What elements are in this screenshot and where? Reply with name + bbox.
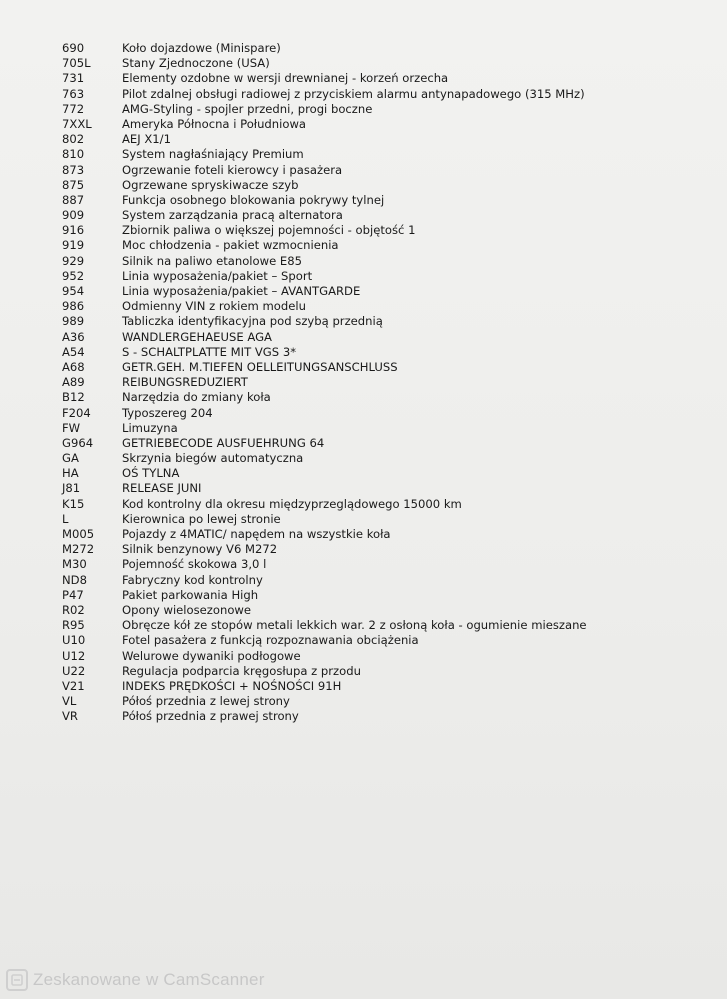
- option-code: M272: [62, 542, 95, 557]
- list-item: [62, 178, 622, 193]
- option-code: B12: [62, 390, 85, 405]
- list-item: [62, 41, 622, 56]
- option-description: AEJ X1/1: [122, 132, 171, 147]
- option-code: 887: [62, 192, 85, 207]
- option-code: L: [62, 511, 69, 526]
- option-code: A68: [62, 359, 85, 374]
- option-code: 731: [62, 71, 85, 86]
- option-code: VR: [62, 709, 78, 724]
- list-item: [62, 649, 622, 664]
- list-item: [62, 147, 622, 162]
- list-item: [62, 330, 622, 345]
- option-code: V21: [62, 678, 85, 693]
- list-item: [62, 451, 622, 466]
- list-item: [62, 557, 622, 572]
- option-code: 919: [62, 238, 85, 253]
- option-description: Pojazdy z 4MATIC/ napędem na wszystkie koła: [122, 527, 391, 541]
- option-code: 705L: [62, 56, 91, 71]
- list-item: [62, 193, 622, 208]
- option-code: G964: [62, 435, 94, 450]
- list-item: [62, 56, 622, 71]
- option-code: 989: [62, 314, 85, 329]
- list-item: [62, 497, 622, 512]
- list-item: [62, 284, 622, 299]
- list-item: [62, 163, 622, 178]
- list-item: [62, 87, 622, 102]
- list-item: [62, 421, 622, 436]
- list-item: [62, 466, 622, 481]
- option-description: Stany Zjednoczone (USA): [122, 56, 270, 71]
- option-description: Obręcze kół ze stopów metali lekkich war. 2 z osłoną koła - ogumienie mieszane: [122, 618, 587, 633]
- option-description: Ameryka Północna i Południowa: [122, 116, 307, 131]
- option-description: AMG-Styling - spojler przedni, progi boczne: [122, 101, 373, 116]
- option-code: A54: [62, 344, 85, 359]
- option-code: 802: [62, 132, 85, 147]
- option-description: Silnik benzynowy V6 M272: [122, 542, 278, 557]
- option-code: M005: [62, 527, 95, 541]
- option-code: A89: [62, 375, 85, 390]
- list-item: [62, 238, 622, 253]
- list-item: [62, 208, 622, 223]
- list-item: [62, 360, 622, 375]
- list-item: [62, 390, 622, 405]
- option-code: 873: [62, 162, 85, 177]
- option-description: Funkcja osobnego blokowania pokrywy tylnej: [122, 192, 385, 207]
- option-code: 7XXL: [62, 116, 92, 131]
- option-description: S - SCHALTPLATTE MIT VGS 3*: [122, 344, 297, 359]
- option-description: Pilot zdalnej obsługi radiowej z przyciskiem alarmu antynapadowego (315 MHz): [122, 86, 585, 101]
- option-description: Fotel pasażera z funkcją rozpoznawania obciążenia: [122, 633, 419, 648]
- option-description: Moc chłodzenia - pakiet wzmocnienia: [122, 238, 339, 253]
- option-description: Narzędzia do zmiany koła: [122, 390, 271, 405]
- option-description: Typoszereg 204: [122, 405, 213, 420]
- option-description: INDEKS PRĘDKOŚCI + NOŚNOŚCI 91H: [122, 678, 342, 693]
- camscanner-logo-icon: [6, 969, 28, 991]
- option-description: Linia wyposażenia/pakiet – Sport: [122, 268, 313, 283]
- option-description: Odmienny VIN z rokiem modelu: [122, 299, 306, 314]
- option-code: 772: [62, 101, 85, 116]
- option-description: Półoś przednia z lewej strony: [122, 694, 290, 709]
- option-code: 810: [62, 147, 85, 162]
- option-code: ND8: [62, 572, 87, 587]
- option-description: Pakiet parkowania High: [122, 587, 259, 602]
- list-item: [62, 709, 622, 724]
- option-description: Fabryczny kod kontrolny: [122, 572, 263, 587]
- option-description: Limuzyna: [122, 420, 178, 435]
- option-description: Regulacja podparcia kręgosłupa z przodu: [122, 663, 361, 678]
- list-item: [62, 117, 622, 132]
- option-description: Opony wielosezonowe: [122, 602, 252, 617]
- option-code: FW: [62, 420, 81, 435]
- option-code: 763: [62, 86, 85, 101]
- list-item: [62, 481, 622, 496]
- option-code: R02: [62, 602, 85, 617]
- list-item: [62, 694, 622, 709]
- option-code: 690: [62, 41, 85, 55]
- option-code: 875: [62, 177, 85, 192]
- option-code: 986: [62, 299, 85, 314]
- option-description: WANDLERGEHAEUSE AGA: [122, 329, 272, 344]
- option-description: Linia wyposażenia/pakiet – AVANTGARDE: [122, 284, 361, 298]
- list-item: [62, 573, 622, 588]
- option-code: J81: [62, 481, 81, 496]
- list-item: [62, 406, 622, 421]
- option-code: VL: [62, 694, 77, 709]
- list-item: [62, 132, 622, 147]
- list-item: [62, 375, 622, 390]
- list-item: [62, 527, 622, 542]
- option-description: OŚ TYLNA: [122, 466, 180, 481]
- option-code: F204: [62, 405, 91, 420]
- option-code: K15: [62, 496, 85, 511]
- option-description: Ogrzewane spryskiwacze szyb: [122, 177, 299, 192]
- option-code: U10: [62, 633, 86, 648]
- list-item: [62, 269, 622, 284]
- option-code: A36: [62, 329, 85, 344]
- option-description: GETRIEBECODE AUSFUEHRUNG 64: [122, 435, 325, 450]
- list-item: [62, 588, 622, 603]
- option-description: Koło dojazdowe (Minispare): [122, 41, 281, 55]
- list-item: [62, 603, 622, 618]
- option-description: Półoś przednia z prawej strony: [122, 709, 299, 724]
- option-description: REIBUNGSREDUZIERT: [122, 375, 248, 390]
- list-item: [62, 679, 622, 694]
- option-description: System nagłaśniający Premium: [122, 147, 304, 162]
- option-code: M30: [62, 557, 87, 572]
- option-description: GETR.GEH. M.TIEFEN OELLEITUNGSANSCHLUSS: [122, 359, 398, 374]
- option-description: System zarządzania pracą alternatora: [122, 208, 343, 223]
- option-description: Zbiornik paliwa o większej pojemności - objętość 1: [122, 223, 416, 238]
- option-description: RELEASE JUNI: [122, 481, 202, 496]
- option-code: P47: [62, 587, 84, 602]
- list-item: [62, 254, 622, 269]
- option-code: 929: [62, 253, 85, 268]
- option-code: 954: [62, 284, 85, 298]
- camscanner-watermark: [6, 968, 265, 992]
- option-code: GA: [62, 451, 79, 466]
- option-code: 916: [62, 223, 85, 238]
- option-code-list: [62, 41, 622, 724]
- option-description: Kierownica po lewej stronie: [122, 511, 281, 526]
- list-item: [62, 71, 622, 86]
- option-description: Kod kontrolny dla okresu międzyprzeglądowego 15000 km: [122, 496, 462, 511]
- list-item: [62, 664, 622, 679]
- list-item: [62, 314, 622, 329]
- option-code: U12: [62, 648, 86, 663]
- list-item: [62, 512, 622, 527]
- option-code: HA: [62, 466, 79, 481]
- list-item: [62, 223, 622, 238]
- list-item: [62, 633, 622, 648]
- option-description: Ogrzewanie foteli kierowcy i pasażera: [122, 162, 343, 177]
- option-description: Silnik na paliwo etanolowe E85: [122, 253, 302, 268]
- option-code: R95: [62, 618, 85, 633]
- option-code: 909: [62, 208, 85, 223]
- option-description: Elementy ozdobne w wersji drewnianej - korzeń orzecha: [122, 71, 449, 86]
- list-item: [62, 618, 622, 633]
- option-code: U22: [62, 663, 86, 678]
- option-description: Skrzynia biegów automatyczna: [122, 451, 304, 466]
- option-code: 952: [62, 268, 85, 283]
- list-item: [62, 102, 622, 117]
- list-item: [62, 345, 622, 360]
- list-item: [62, 299, 622, 314]
- option-description: Pojemność skokowa 3,0 l: [122, 557, 267, 572]
- watermark-text: Zeskanowane w CamScanner: [33, 970, 265, 989]
- list-item: [62, 436, 622, 451]
- option-description: Tabliczka identyfikacyjna pod szybą przednią: [122, 314, 383, 329]
- option-description: Welurowe dywaniki podłogowe: [122, 648, 301, 663]
- list-item: [62, 542, 622, 557]
